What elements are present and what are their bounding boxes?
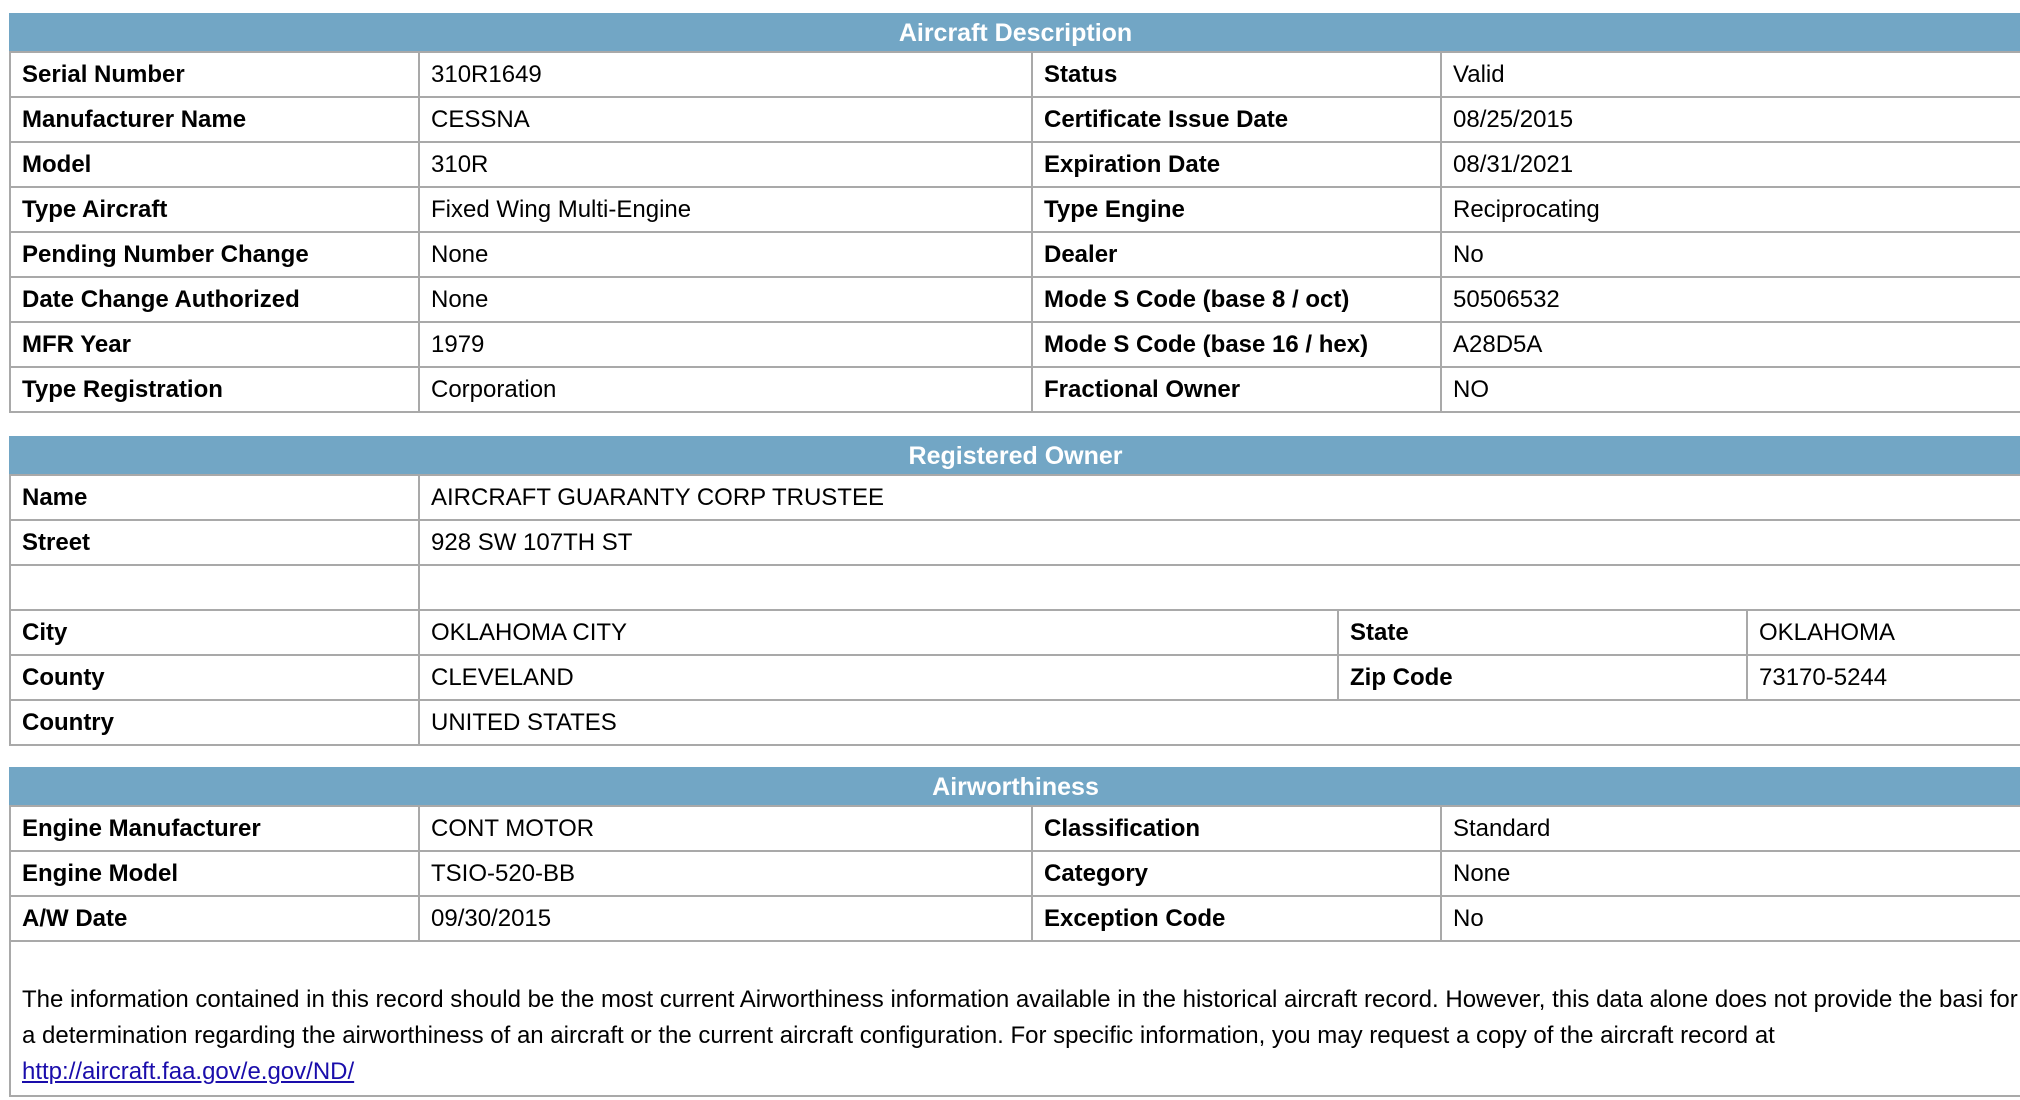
row-label: Dealer bbox=[1032, 232, 1441, 277]
row-value: Valid bbox=[1441, 52, 2020, 97]
row-value: No bbox=[1441, 896, 2020, 941]
row-value: Fixed Wing Multi-Engine bbox=[419, 187, 1032, 232]
table-row bbox=[10, 851, 2020, 896]
country-label: Country bbox=[10, 700, 419, 745]
row-value: 310R1649 bbox=[419, 52, 1032, 97]
row-label: Classification bbox=[1032, 806, 1441, 851]
name-label: Name bbox=[10, 475, 419, 520]
street2-label bbox=[10, 565, 419, 610]
row-value: Reciprocating bbox=[1441, 187, 2020, 232]
row-label: Manufacturer Name bbox=[10, 97, 419, 142]
row-label: Certificate Issue Date bbox=[1032, 97, 1441, 142]
row-value: Standard bbox=[1441, 806, 2020, 851]
faa-record-link[interactable]: http://aircraft.faa.gov/e.gov/ND/ bbox=[22, 1058, 355, 1085]
table-row bbox=[10, 806, 2020, 851]
row-value: None bbox=[1441, 851, 2020, 896]
table-row bbox=[10, 610, 2020, 655]
row-value: NO bbox=[1441, 367, 2020, 412]
country-value: UNITED STATES bbox=[419, 700, 2020, 745]
row-value: 08/25/2015 bbox=[1441, 97, 2020, 142]
state-value: OKLAHOMA bbox=[1747, 610, 2020, 655]
row-value: 08/31/2021 bbox=[1441, 142, 2020, 187]
row-label: MFR Year bbox=[10, 322, 419, 367]
row-label: Pending Number Change bbox=[10, 232, 419, 277]
table-row bbox=[10, 187, 2020, 232]
table-row bbox=[10, 142, 2020, 187]
airworthiness-note-cell bbox=[10, 941, 2020, 1096]
table-row bbox=[10, 475, 2020, 520]
row-value: TSIO-520-BB bbox=[419, 851, 1032, 896]
row-value: None bbox=[419, 232, 1032, 277]
row-label: Category bbox=[1032, 851, 1441, 896]
row-label: Exception Code bbox=[1032, 896, 1441, 941]
row-value: No bbox=[1441, 232, 2020, 277]
table-row bbox=[10, 655, 2020, 700]
county-label: County bbox=[10, 655, 419, 700]
airworthiness-table bbox=[9, 767, 2020, 1097]
table-row bbox=[10, 97, 2020, 142]
table-row bbox=[10, 52, 2020, 97]
row-value: None bbox=[419, 277, 1032, 322]
row-label: Mode S Code (base 8 / oct) bbox=[1032, 277, 1441, 322]
row-value: 50506532 bbox=[1441, 277, 2020, 322]
row-value: 1979 bbox=[419, 322, 1032, 367]
street-value: 928 SW 107TH ST bbox=[419, 520, 2020, 565]
row-value: 310R bbox=[419, 142, 1032, 187]
row-value: Corporation bbox=[419, 367, 1032, 412]
row-label: Type Registration bbox=[10, 367, 419, 412]
table-row bbox=[10, 565, 2020, 610]
table-row bbox=[10, 232, 2020, 277]
table-row bbox=[10, 896, 2020, 941]
city-label: City bbox=[10, 610, 419, 655]
table-row bbox=[10, 700, 2020, 745]
row-value: A28D5A bbox=[1441, 322, 2020, 367]
street2-value bbox=[419, 565, 2020, 610]
state-label: State bbox=[1338, 610, 1747, 655]
section-title: Registered Owner bbox=[10, 437, 2020, 475]
airworthiness-note: The information contained in this record should be the most current Airworthiness information available in the historical aircraft record. However, this data alone does not provide the basi for a determination regarding the airworthiness of an aircraft or the current aircraft configuration. For specific information, you may request a copy of the aircraft record at bbox=[22, 986, 2018, 1049]
city-value: OKLAHOMA CITY bbox=[419, 610, 1338, 655]
row-label: Expiration Date bbox=[1032, 142, 1441, 187]
registered-owner-table bbox=[9, 436, 2020, 746]
row-label: Type Aircraft bbox=[10, 187, 419, 232]
name-value: AIRCRAFT GUARANTY CORP TRUSTEE bbox=[419, 475, 2020, 520]
table-row bbox=[10, 322, 2020, 367]
row-label: Engine Model bbox=[10, 851, 419, 896]
row-label: Type Engine bbox=[1032, 187, 1441, 232]
table-row bbox=[10, 277, 2020, 322]
table-row bbox=[10, 367, 2020, 412]
aircraft-description-table bbox=[9, 13, 2020, 413]
row-value: CONT MOTOR bbox=[419, 806, 1032, 851]
section-title: Aircraft Description bbox=[10, 14, 2020, 52]
county-value: CLEVELAND bbox=[419, 655, 1338, 700]
zip-value: 73170-5244 bbox=[1747, 655, 2020, 700]
row-label: Mode S Code (base 16 / hex) bbox=[1032, 322, 1441, 367]
zip-label: Zip Code bbox=[1338, 655, 1747, 700]
row-label: Date Change Authorized bbox=[10, 277, 419, 322]
row-value: 09/30/2015 bbox=[419, 896, 1032, 941]
section-title: Airworthiness bbox=[10, 768, 2020, 806]
table-row bbox=[10, 520, 2020, 565]
row-label: Status bbox=[1032, 52, 1441, 97]
row-label: Engine Manufacturer bbox=[10, 806, 419, 851]
row-label: Fractional Owner bbox=[1032, 367, 1441, 412]
row-value: CESSNA bbox=[419, 97, 1032, 142]
row-label: A/W Date bbox=[10, 896, 419, 941]
note-row bbox=[10, 941, 2020, 1096]
row-label: Serial Number bbox=[10, 52, 419, 97]
row-label: Model bbox=[10, 142, 419, 187]
street-label: Street bbox=[10, 520, 419, 565]
